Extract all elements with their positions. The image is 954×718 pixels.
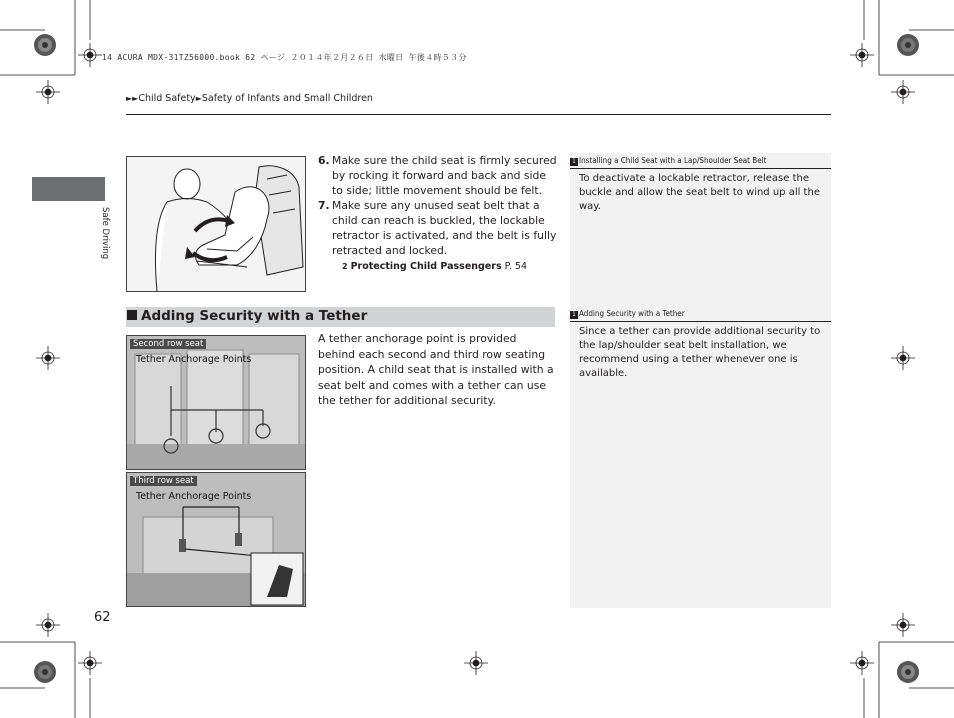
section-title-text: Adding Security with a Tether [141, 308, 368, 324]
second-row-tag: Second row seat [130, 339, 206, 349]
step-number: 7. [318, 199, 330, 212]
steps-list [318, 153, 558, 274]
reference-title: Protecting Child Passengers [350, 261, 502, 272]
breadcrumb [126, 93, 373, 104]
step-number: 6. [318, 154, 330, 167]
header-rule [126, 114, 831, 115]
note-marker-icon: 1 [570, 158, 578, 166]
note-marker-icon: 1 [570, 311, 578, 319]
third-row-tag: Third row seat [130, 476, 197, 486]
step-item [318, 198, 558, 258]
child-seat-drawing [127, 157, 305, 291]
arrow-right-icon: ► [195, 94, 202, 103]
note-heading-text: Adding Security with a Tether [579, 309, 685, 318]
reference-page: P. 54 [504, 261, 528, 272]
section-square-icon [127, 310, 137, 320]
third-row-caption: Tether Anchorage Points [136, 491, 252, 502]
note-heading-tether [570, 309, 685, 319]
step-item [318, 153, 558, 198]
child-seat-illustration [126, 156, 306, 292]
section-title [126, 308, 367, 324]
note-text-tether: Since a tether can provide additional security to the lap/shoulder seat belt installation, we recommend using a tether whenever one is available. [579, 326, 821, 379]
reference-icon: 2 [342, 262, 348, 271]
note-heading-lap-belt [570, 156, 766, 166]
note-heading-text: Installing a Child Seat with a Lap/Shoulder Seat Belt [579, 156, 767, 165]
side-tab[interactable] [32, 177, 105, 201]
second-row-caption: Tether Anchorage Points [136, 354, 252, 365]
breadcrumb-item-infants[interactable]: Safety of Infants and Small Children [201, 93, 373, 104]
note-text-lap-belt: To deactivate a lockable retractor, release the buckle and allow the seat belt to wind up all the way. [579, 173, 820, 212]
page-number: 62 [94, 610, 111, 625]
step-text: Make sure the child seat is firmly secured by rocking it forward and back and side to side; little movement should be felt. [332, 154, 557, 197]
step-text: Make sure any unused seat belt that a child can reach is buckled, the lockable retractor is activated, and the belt is fully retracted and locked. [332, 199, 557, 257]
breadcrumb-item-child-safety[interactable]: Child Safety [138, 93, 196, 104]
arrow-right-icon: ►► [126, 94, 139, 103]
note-rule [570, 168, 831, 169]
tether-paragraph: A tether anchorage point is provided behind each second and third row seating position. A child seat that is installed with a seat belt and comes with a tether can use the tether for additional security. [318, 332, 554, 407]
note-rule [570, 321, 831, 322]
side-tab-label: Safe Driving [100, 207, 110, 260]
print-header: 14 ACURA MDX-31TZ56000.book 62 ページ ２０１４年２月２６日 水曜日 午後４時５３分 [102, 53, 467, 62]
cross-reference-link[interactable] [342, 259, 558, 274]
